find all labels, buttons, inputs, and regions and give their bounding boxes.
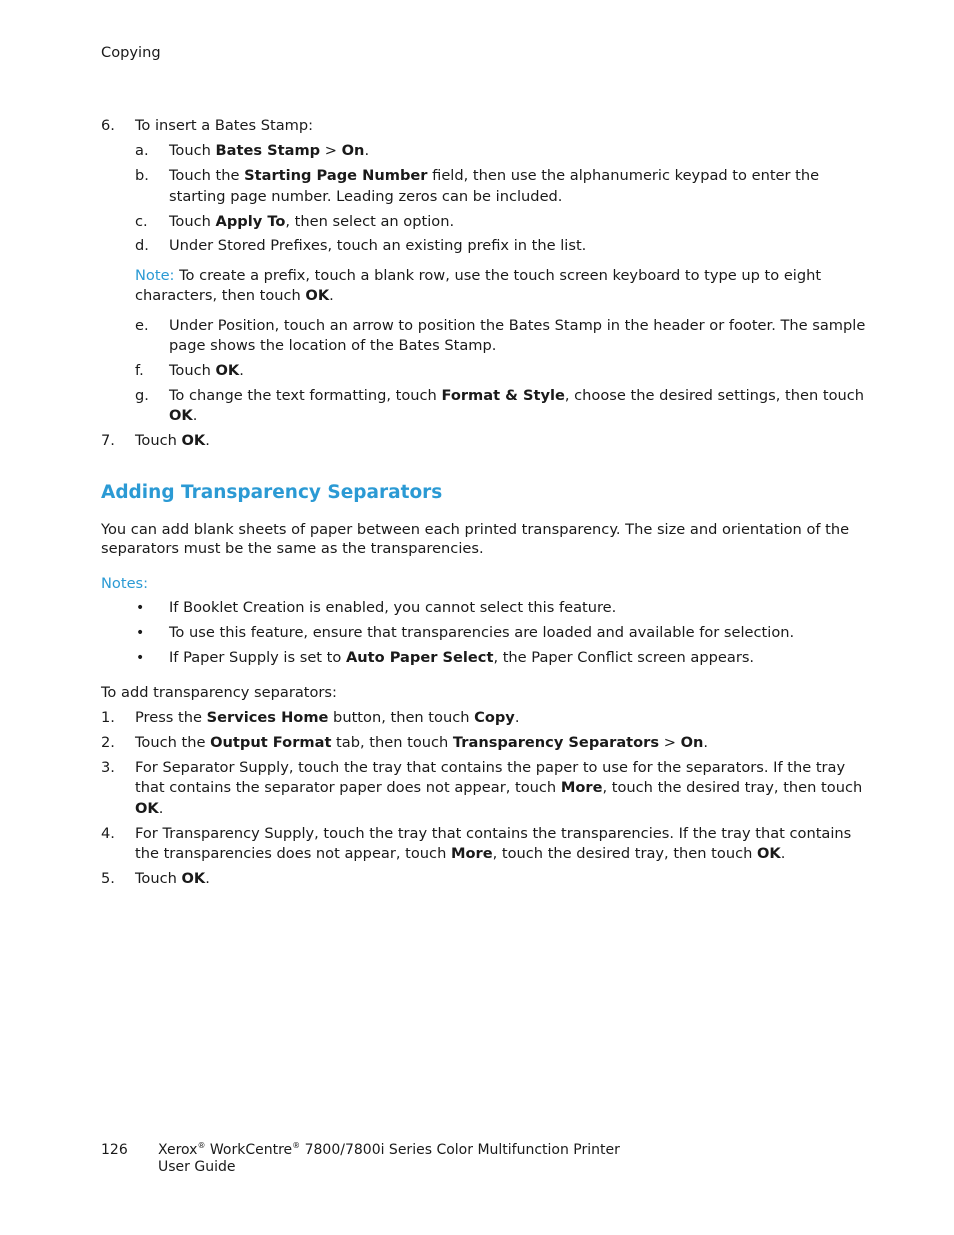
- substep-label: g.: [135, 387, 149, 404]
- step-number: 7.: [101, 432, 115, 449]
- substep-text: Under Position, touch an arrow to position the Bates Stamp in the header or footer. The sample: [169, 317, 866, 334]
- step-text: For Separator Supply, touch the tray that contains the paper to use for the separators. If the tray: [135, 759, 846, 776]
- step-text: For Transparency Supply, touch the tray that contains the transparencies. If the tray that contains: [135, 825, 852, 842]
- substep-text: To change the text formatting, touch Format & Style, choose the desired settings, then touch: [169, 387, 865, 404]
- substep-text: Touch OK.: [169, 362, 244, 379]
- substep-text: Under Stored Prefixes, touch an existing prefix in the list.: [169, 237, 587, 254]
- step-text-cont: the transparencies does not appear, touch More, touch the desired tray, then touch OK.: [135, 845, 786, 862]
- step-text-cont: OK.: [135, 800, 164, 817]
- substep-label: f.: [135, 362, 144, 379]
- substep-text-cont: page shows the location of the Bates Stamp.: [169, 337, 497, 354]
- substep-text: Touch Apply To, then select an option.: [169, 213, 455, 230]
- step-number: 1.: [101, 709, 115, 726]
- step-number: 2.: [101, 734, 115, 751]
- substep-label: e.: [135, 317, 149, 334]
- bullet-icon: •: [136, 625, 145, 641]
- step-number: 5.: [101, 870, 115, 887]
- note-cont: characters, then touch OK.: [135, 287, 334, 304]
- substep-text: Touch Bates Stamp > On.: [169, 142, 370, 159]
- intro-paragraph: You can add blank sheets of paper between each printed transparency. The size and orientation of the: [101, 521, 850, 538]
- bullet-icon: •: [136, 650, 145, 666]
- bullet-icon: •: [136, 600, 145, 616]
- step-text: Touch the Output Format tab, then touch Transparency Separators > On.: [135, 734, 709, 751]
- step-text: Touch OK.: [135, 432, 210, 449]
- substep-label: c.: [135, 213, 148, 230]
- bullet-text: If Paper Supply is set to Auto Paper Select, the Paper Conflict screen appears.: [169, 649, 755, 666]
- section-heading: Adding Transparency Separators: [101, 482, 443, 503]
- running-header: Copying: [101, 44, 161, 61]
- page-number: 126: [101, 1142, 128, 1158]
- step-number: 3.: [101, 759, 115, 776]
- step-text-cont: that contains the separator paper does not appear, touch More, touch the desired tray, then touch: [135, 779, 863, 796]
- note: Note: To create a prefix, touch a blank row, use the touch screen keyboard to type up to eight: [135, 267, 822, 284]
- substep-text: Touch the Starting Page Number field, then use the alphanumeric keypad to enter the: [169, 167, 820, 184]
- step-text: Touch OK.: [135, 870, 210, 887]
- bullet-text: If Booklet Creation is enabled, you cannot select this feature.: [169, 599, 617, 616]
- notes-label: Notes:: [101, 575, 149, 592]
- step-number: 6.: [101, 117, 115, 134]
- note-label: Note:: [135, 267, 175, 284]
- step-text: To insert a Bates Stamp:: [135, 117, 314, 134]
- intro-paragraph-cont: separators must be the same as the transparencies.: [101, 540, 484, 557]
- footer-product: Xerox® WorkCentre® 7800/7800i Series Color Multifunction Printer: [158, 1141, 620, 1158]
- substep-label: d.: [135, 237, 149, 254]
- substep-text-cont: OK.: [169, 407, 198, 424]
- procedure-lead: To add transparency separators:: [101, 684, 337, 701]
- bullet-text: To use this feature, ensure that transparencies are loaded and available for selection.: [169, 624, 795, 641]
- substep-label: b.: [135, 167, 149, 184]
- footer-guide: User Guide: [158, 1159, 236, 1175]
- substep-text-cont: starting page number. Leading zeros can be included.: [169, 188, 563, 205]
- step-number: 4.: [101, 825, 115, 842]
- substep-label: a.: [135, 142, 149, 159]
- step-text: Press the Services Home button, then touch Copy.: [135, 709, 520, 726]
